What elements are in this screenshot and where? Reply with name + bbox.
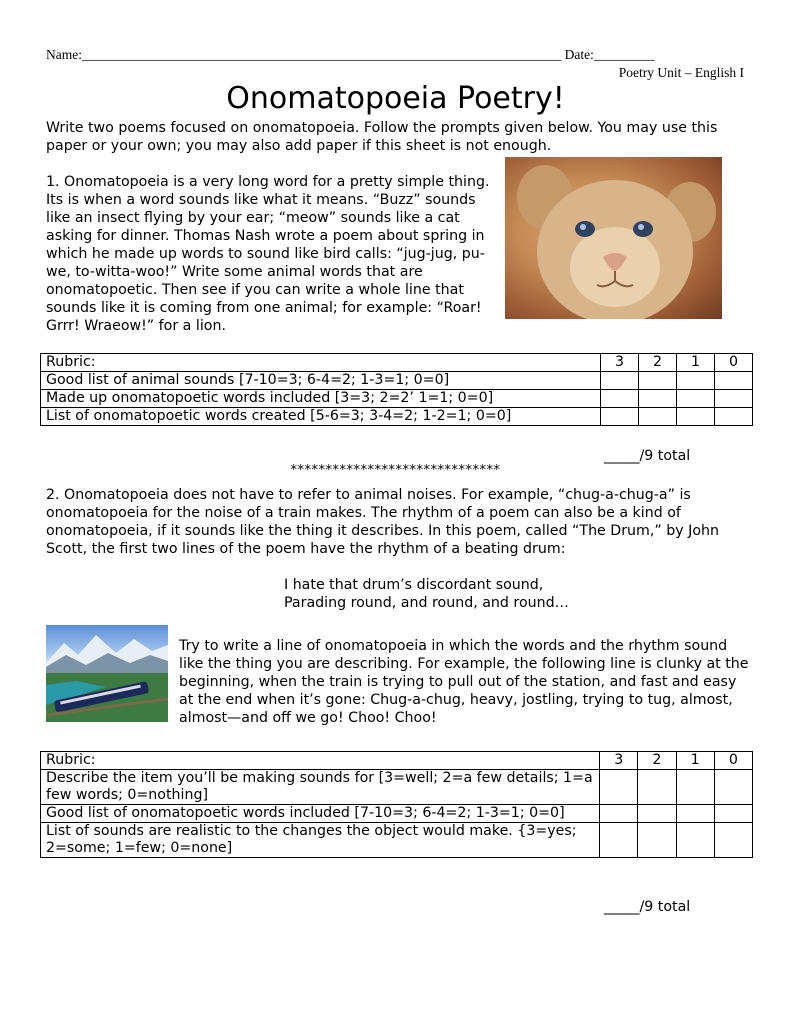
poem-line: Parading round, and round, and round… (284, 595, 569, 611)
rubric-table-1 (40, 353, 753, 426)
table-row (41, 354, 753, 372)
rubric-criterion: Describe the item you’ll be making sounds for [3=well; 2=a few details; 1=a few words; 0=nothing] (41, 770, 600, 805)
score-cell[interactable] (600, 770, 638, 805)
score-header: 3 (601, 354, 639, 372)
section1-text: 1. Onomatopoeia is a very long word for a pretty simple thing. Its is when a word sounds like what it means. “Buzz” sounds like an insect flying by your ear; “meow” sounds like a cat asking for dinner. Thomas Nash wrote a poem about spring in which he made up words to sound like bird calls: “jug-jug, pu-we, to-witta-woo!” Write some animal words that are onomatopoetic. Then see if you can write a whole line that sounds like it is coming from one animal; for example: “Roar! Grrr! Wraeow!” for a lion. (46, 174, 490, 334)
score-cell[interactable] (601, 408, 639, 426)
train-mountains-photo (46, 625, 168, 722)
score-cell[interactable] (600, 823, 638, 858)
score-header: 1 (676, 752, 714, 770)
table-row (41, 770, 753, 805)
rubric-header: Rubric: (41, 752, 600, 770)
score-header: 1 (677, 354, 715, 372)
rubric-criterion: Good list of onomatopoetic words included [7-10=3; 6-4=2; 1-3=1; 0=0] (41, 805, 600, 823)
rubric-criterion: List of sounds are realistic to the changes the object would make. {3=yes; 2=some; 1=few; 0=none] (41, 823, 600, 858)
table-row (41, 408, 753, 426)
score-cell[interactable] (676, 823, 714, 858)
rubric-table-2 (40, 751, 753, 858)
poem-line: I hate that drum’s discordant sound, (284, 577, 544, 593)
poem-excerpt (284, 576, 704, 612)
table-row (41, 752, 753, 770)
name-date-line (46, 47, 655, 63)
score-header: 0 (714, 752, 752, 770)
score-header: 2 (639, 354, 677, 372)
score-cell[interactable] (601, 390, 639, 408)
score-header: 2 (638, 752, 676, 770)
total-score-1[interactable]: _____/9 total (604, 448, 691, 464)
score-cell[interactable] (714, 805, 752, 823)
rubric-criterion: Good list of animal sounds [7-10=3; 6-4=2; 1-3=1; 0=0] (41, 372, 601, 390)
score-cell[interactable] (639, 372, 677, 390)
score-cell[interactable] (677, 390, 715, 408)
score-cell[interactable] (714, 823, 752, 858)
rubric-criterion: List of onomatopoetic words created [5-6=3; 3-4=2; 1-2=1; 0=0] (41, 408, 601, 426)
score-cell[interactable] (601, 372, 639, 390)
section-divider: ****************************** (290, 463, 501, 478)
unit-label: Poetry Unit – English I (618, 65, 744, 80)
total-score-2[interactable]: _____/9 total (604, 899, 691, 915)
score-cell[interactable] (714, 770, 752, 805)
section2-text: 2. Onomatopoeia does not have to refer to animal noises. For example, “chug-a-chug-a” is onomatopoeia for the noise of a train makes. The rhythm of a poem can also be a kind of onomatopoeia, if it sounds like the thing it describes. In this poem, called “The Drum,” by John Scott, the first two lines of the poem have the rhythm of a beating drum: (46, 487, 719, 557)
score-cell[interactable] (639, 408, 677, 426)
page-title: Onomatopoeia Poetry! (226, 81, 565, 116)
lion-cub-photo (505, 157, 722, 319)
table-row (41, 390, 753, 408)
score-cell[interactable] (638, 770, 676, 805)
section2-instructions: Try to write a line of onomatopoeia in which the words and the rhythm sound like the thing you are describing. For example, the following line is clunky at the beginning, when the train is trying to pull out of the station, and fast and easy at the end when it’s gone: Chug-a-chug, heavy, jostling, trying to tug, almost, almost—and off we go! Choo! Choo! (179, 638, 749, 726)
lion-cub-icon (505, 157, 722, 319)
rubric-header: Rubric: (41, 354, 601, 372)
intro-text: Write two poems focused on onomatopoeia. Follow the prompts given below. You may use this paper or your own; you may also add paper if this sheet is not enough. (46, 120, 718, 154)
score-cell[interactable] (715, 408, 753, 426)
score-cell[interactable] (638, 805, 676, 823)
train-landscape-icon (46, 625, 168, 722)
score-cell[interactable] (677, 372, 715, 390)
score-cell[interactable] (676, 770, 714, 805)
score-header: 3 (600, 752, 638, 770)
table-row (41, 372, 753, 390)
score-cell[interactable] (715, 372, 753, 390)
score-cell[interactable] (676, 805, 714, 823)
score-cell[interactable] (715, 390, 753, 408)
score-header: 0 (715, 354, 753, 372)
table-row (41, 805, 753, 823)
score-cell[interactable] (677, 408, 715, 426)
name-field[interactable]: Name:_______________________________________________________________________ (46, 47, 562, 62)
score-cell[interactable] (600, 805, 638, 823)
table-row (41, 823, 753, 858)
date-field[interactable]: Date:_________ (564, 47, 655, 62)
score-cell[interactable] (638, 823, 676, 858)
score-cell[interactable] (639, 390, 677, 408)
rubric-criterion: Made up onomatopoetic words included [3=3; 2=2’ 1=1; 0=0] (41, 390, 601, 408)
